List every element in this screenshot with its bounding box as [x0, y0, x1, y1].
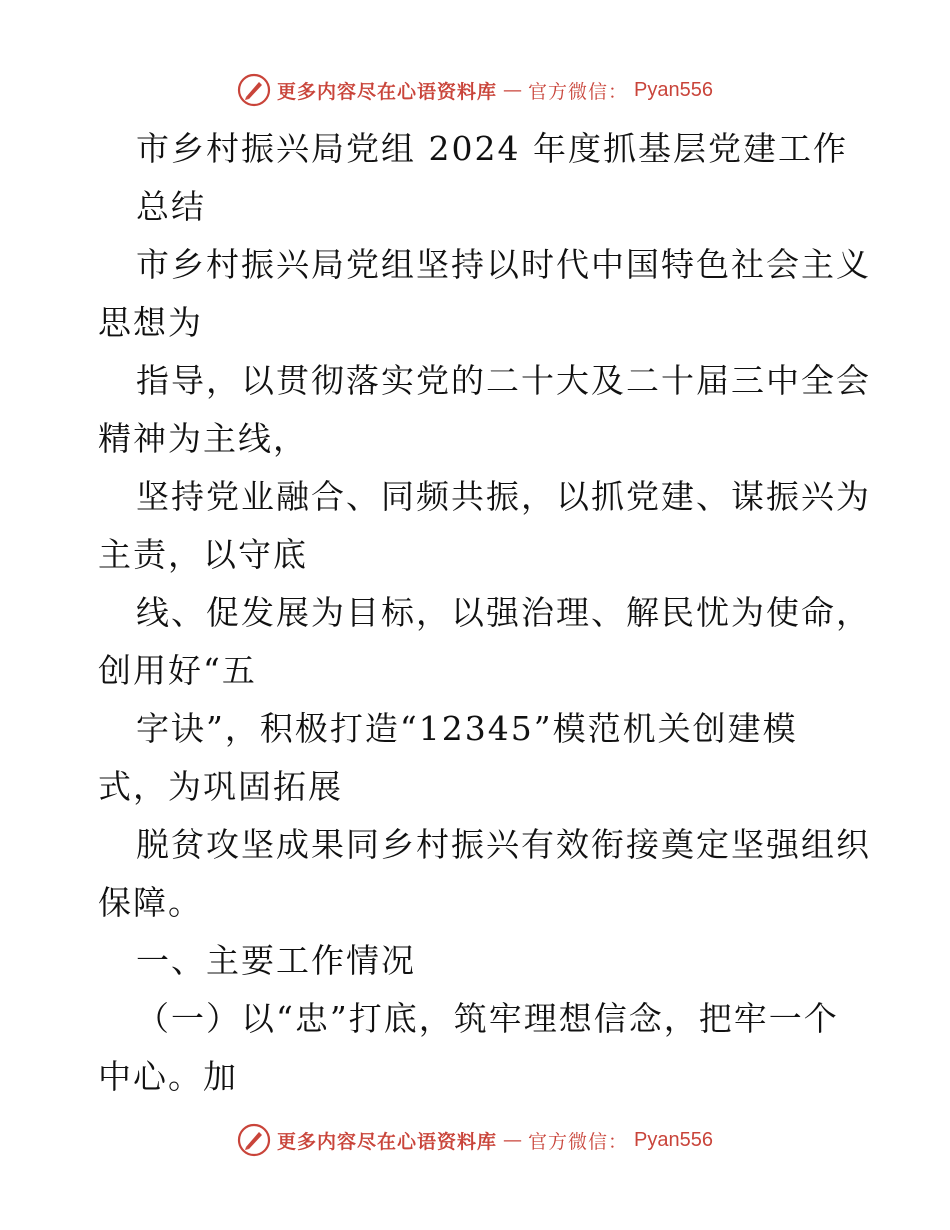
doc-line: 坚持党业融合、同频共振，以抓党建、谋振兴为: [136, 477, 871, 516]
banner-main-text: 更多内容尽在心语资料库: [277, 80, 498, 103]
doc-line: 思想为: [98, 303, 203, 342]
doc-line: 总结: [136, 187, 206, 226]
subsection-heading: （一）以“忠”打底，筑牢理想信念，把牢一个: [136, 999, 839, 1038]
doc-line: 式，为巩固拓展: [98, 767, 343, 806]
banner-main-text: 更多内容尽在心语资料库: [277, 1130, 498, 1153]
banner-wechat-id: Pyan556: [634, 78, 713, 101]
doc-line: 指导，以贯彻落实党的二十大及二十届三中全会: [136, 361, 871, 400]
footer-banner: [0, 1120, 950, 1160]
doc-line: 市乡村振兴局党组 2024 年度抓基层党建工作: [136, 129, 848, 168]
doc-line: 市乡村振兴局党组坚持以时代中国特色社会主义: [136, 245, 871, 284]
banner-sub-text: 官方微信：: [528, 1130, 629, 1153]
doc-line: 线、促发展为目标，以强治理、解民忧为使命，: [136, 593, 871, 632]
banner-wechat-id: Pyan556: [634, 1128, 713, 1151]
doc-line: 主责，以守底: [98, 535, 308, 574]
section-heading: 一、主要工作情况: [136, 941, 416, 980]
logo-icon: [237, 1123, 271, 1157]
banner-sub-text: 官方微信：: [528, 80, 629, 103]
header-banner: [0, 70, 950, 110]
doc-line: 创用好“五: [98, 651, 257, 690]
doc-line: 精神为主线，: [98, 419, 308, 458]
document-body: [98, 120, 871, 1106]
doc-line: 保障。: [98, 883, 203, 922]
logo-icon: [237, 73, 271, 107]
banner-dash: —: [503, 1129, 523, 1151]
doc-line: 字诀”，积极打造“12345”模范机关创建模: [136, 709, 798, 748]
doc-line: 脱贫攻坚成果同乡村振兴有效衔接奠定坚强组织: [136, 825, 871, 864]
banner-dash: —: [503, 79, 523, 101]
doc-line: 中心。加: [98, 1057, 238, 1096]
